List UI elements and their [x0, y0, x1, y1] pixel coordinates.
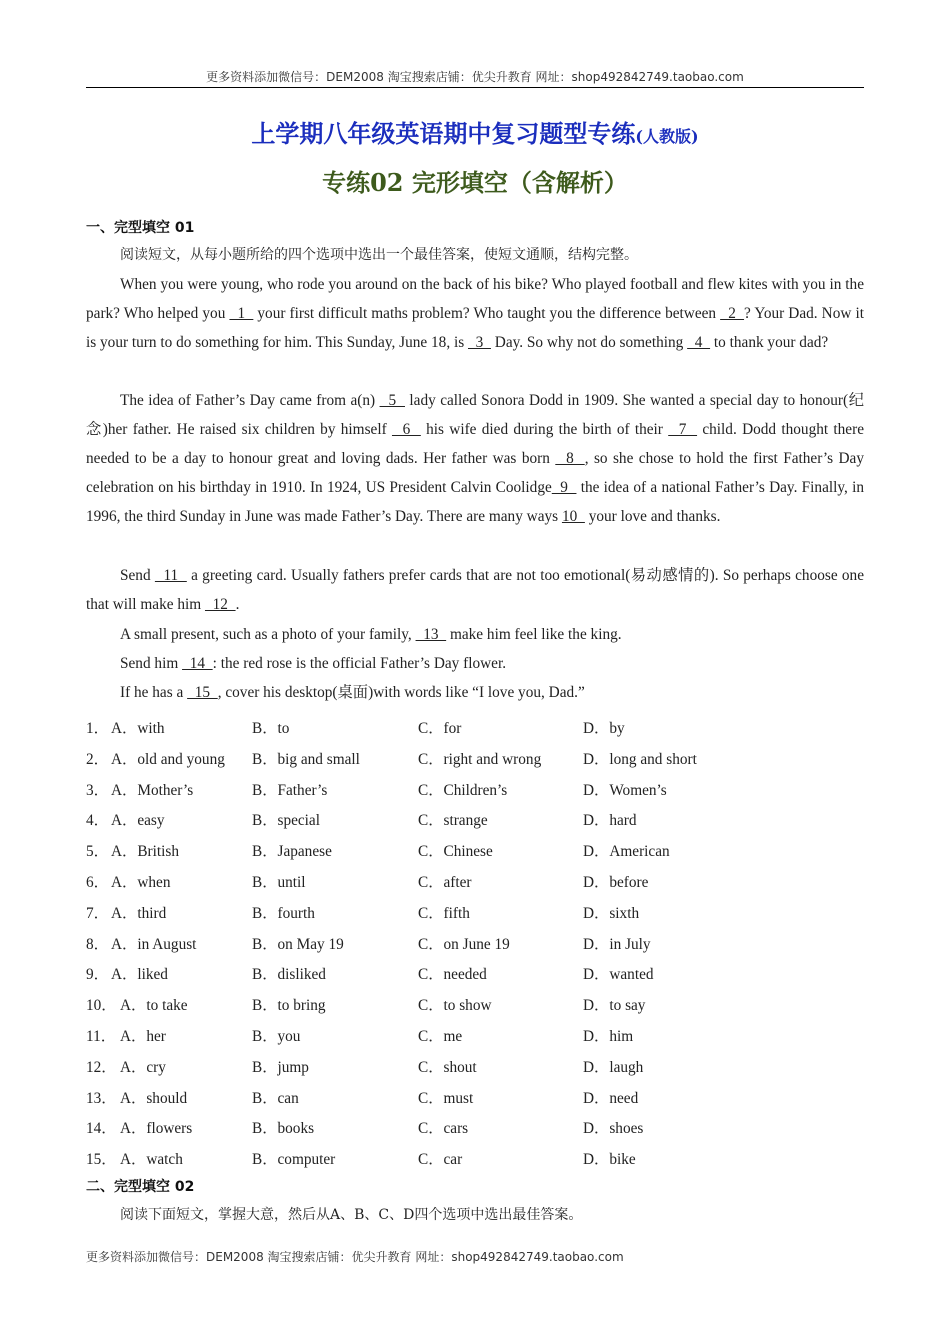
question-number: 10．	[86, 997, 117, 1015]
option-c: C．strange	[418, 812, 488, 830]
option-a: A．with	[111, 720, 165, 737]
option-b: B．to bring	[252, 997, 326, 1015]
option-c: C．shout	[418, 1058, 477, 1076]
passage-text: , so she chose to hold the first Father’s Day celebration on his birthday in 1910. In 1924, US President Calvin Coolidge	[86, 450, 864, 496]
option-b: B．Father’s	[252, 781, 328, 799]
option-c: C．car	[418, 1151, 463, 1169]
question-number: 13．	[86, 1089, 117, 1107]
option-c: C．fifth	[418, 904, 470, 922]
option-c: C．needed	[418, 966, 487, 984]
option-d: D．laugh	[583, 1058, 644, 1076]
question-number: 2．	[86, 750, 109, 768]
section1-instruction: 阅读短文，从每小题所给的四个选项中选出一个最佳答案，使短文通顺，结构完整。	[120, 247, 638, 263]
answer-blank: 14	[182, 655, 213, 672]
document-subtitle: 专练02 完形填空（含解析）	[322, 168, 628, 197]
option-b: B．on May 19	[252, 935, 344, 953]
question-number: 12．	[86, 1058, 117, 1076]
option-d: D．bike	[583, 1151, 636, 1169]
question-row	[86, 993, 864, 1024]
answer-blank: 6	[391, 421, 421, 438]
option-d: D．by	[583, 720, 625, 737]
question-row	[86, 901, 864, 932]
section1-heading: 一、完型填空 01	[86, 220, 195, 236]
question-row	[86, 1147, 864, 1178]
passage-text: : the red rose is the official Father’s Day flower.	[212, 655, 507, 672]
option-a: A．cry	[120, 1058, 166, 1076]
option-c: C．for	[418, 720, 462, 737]
question-row	[86, 932, 864, 963]
answer-blank: 13	[415, 626, 447, 643]
option-b: B．Japanese	[252, 843, 332, 861]
option-b: B．you	[252, 1028, 301, 1045]
question-number: 8．	[86, 935, 109, 953]
question-number: 9．	[86, 966, 109, 984]
header-divider	[86, 87, 864, 88]
option-d: D．need	[583, 1089, 639, 1107]
option-a: A．should	[120, 1089, 188, 1107]
question-row	[86, 962, 864, 993]
passage-text: Send him	[120, 655, 183, 672]
option-c: C．cars	[418, 1120, 469, 1138]
passage-text: , cover his desktop(桌面)with words like “I love you, Dad.”	[217, 684, 585, 701]
question-number: 5．	[86, 843, 109, 861]
answer-blank: 4	[687, 334, 711, 351]
option-d: D．wanted	[583, 966, 654, 984]
option-d: D．long and short	[583, 750, 697, 768]
option-b: B．until	[252, 874, 306, 891]
passage-paragraph-2	[86, 386, 864, 531]
option-b: B．to	[252, 720, 290, 737]
passage-text: If he has a	[120, 684, 188, 701]
question-number: 7．	[86, 904, 109, 922]
option-c: C．after	[418, 874, 472, 891]
question-row	[86, 1024, 864, 1055]
answer-blank: 8	[555, 450, 585, 467]
question-row	[86, 747, 864, 778]
option-d: D．shoes	[583, 1120, 644, 1138]
option-b: B．special	[252, 812, 320, 830]
passage-text: child. Dodd thought there needed to be a day to honour great and loving dads. Her father was born	[86, 421, 864, 467]
option-a: A．flowers	[120, 1120, 193, 1138]
passage-text: his wife died during the birth of their	[420, 421, 669, 438]
option-b: B．computer	[252, 1151, 336, 1169]
option-c: C．right and wrong	[418, 750, 542, 768]
passage-text: make him feel like the king.	[446, 626, 622, 643]
question-row	[86, 1116, 864, 1147]
option-b: B．can	[252, 1089, 299, 1107]
passage-text: to thank your dad?	[710, 334, 829, 351]
option-b: B．jump	[252, 1058, 309, 1076]
question-number: 3．	[86, 781, 109, 799]
answer-blank: 10	[561, 508, 585, 525]
title-main: 上学期八年级英语期中复习题型专练	[251, 119, 636, 148]
option-a: A．watch	[120, 1151, 183, 1169]
answer-blank: 12	[204, 596, 236, 613]
option-c: C．Children’s	[418, 781, 508, 799]
answer-blank: 15	[187, 684, 218, 701]
question-row	[86, 808, 864, 839]
passage-paragraph-3	[86, 561, 864, 619]
question-number: 1．	[86, 720, 109, 737]
option-d: D．sixth	[583, 904, 640, 922]
option-c: C．to show	[418, 997, 492, 1015]
option-d: D．Women’s	[583, 781, 667, 799]
passage-text: your love and thanks.	[584, 508, 721, 525]
option-a: A．in August	[111, 935, 197, 953]
passage-paragraph-4	[86, 620, 864, 649]
answer-blank: 5	[379, 392, 405, 409]
page-header: 更多资料添加微信号：DEM2008 淘宝搜索店铺：优尖升教育 网址：shop492842749.taobao.com	[206, 70, 744, 84]
passage-text: The idea of Father’s Day came from a(n)	[120, 392, 380, 409]
option-c: C．must	[418, 1089, 474, 1107]
passage-text: When you were young, who rode you around on the back of his bike? Who played football and flew kites with you in the park? Who helped you	[86, 276, 864, 322]
question-row	[86, 839, 864, 870]
question-number: 11．	[86, 1028, 117, 1045]
option-b: B．big and small	[252, 750, 360, 768]
option-b: B．fourth	[252, 904, 315, 922]
option-c: C．me	[418, 1028, 463, 1045]
passage-text: the idea of a national Father’s Day. Finally, in 1996, the third Sunday in June was made Father’s Day. There are many ways	[86, 479, 864, 525]
question-row	[86, 716, 864, 747]
option-a: A．third	[111, 904, 167, 922]
option-a: A．Mother’s	[111, 781, 194, 799]
answer-blank: 1	[229, 305, 254, 322]
answer-blank: 11	[154, 567, 187, 584]
answer-blank: 9	[551, 479, 577, 496]
option-a: A．British	[111, 843, 179, 861]
option-a: A．to take	[120, 997, 188, 1015]
passage-text: A small present, such as a photo of your family,	[120, 626, 416, 643]
option-d: D．in July	[583, 935, 651, 953]
title-sub: (人教版)	[635, 127, 699, 146]
option-d: D．him	[583, 1028, 634, 1045]
answer-blank: 7	[668, 421, 698, 438]
option-a: A．liked	[111, 966, 168, 984]
document-title	[86, 114, 864, 149]
passage-text: Day. So why not do something	[490, 334, 688, 351]
passage-paragraph-6	[86, 678, 864, 707]
passage-text: your first difficult maths problem? Who taught you the difference between	[253, 305, 721, 322]
option-c: C．Chinese	[418, 843, 493, 861]
question-number: 6．	[86, 874, 109, 891]
question-row	[86, 1086, 864, 1117]
passage-text: a greeting card. Usually fathers prefer cards that are not too emotional(易动感情的). So perhaps choose one that will make him	[86, 567, 864, 613]
passage-paragraph-1	[86, 270, 864, 357]
passage-text: Send	[120, 567, 155, 584]
page-footer: 更多资料添加微信号：DEM2008 淘宝搜索店铺：优尖升教育 网址：shop492842749.taobao.com	[86, 1250, 624, 1264]
question-row	[86, 778, 864, 809]
question-row	[86, 870, 864, 901]
option-c: C．on June 19	[418, 935, 510, 953]
option-d: D．American	[583, 843, 670, 861]
answer-blank: 3	[468, 334, 491, 351]
option-a: A．when	[111, 874, 171, 891]
passage-text: ? Your Dad. Now it is your turn to do something for him. This Sunday, June 18, is	[86, 305, 864, 351]
section2-heading: 二、完型填空 02	[86, 1179, 195, 1195]
question-number: 4．	[86, 812, 109, 830]
question-number: 15．	[86, 1151, 117, 1169]
passage-text: .	[235, 596, 240, 613]
section2-instruction: 阅读下面短文，掌握大意，然后从A、B、C、D四个选项中选出最佳答案。	[120, 1207, 583, 1223]
option-a: A．old and young	[111, 750, 225, 768]
option-a: A．easy	[111, 812, 165, 830]
answer-blank: 2	[720, 305, 745, 322]
question-row	[86, 1055, 864, 1086]
option-b: B．disliked	[252, 966, 326, 984]
option-a: A．her	[120, 1028, 166, 1045]
option-d: D．hard	[583, 812, 637, 830]
option-d: D．to say	[583, 997, 646, 1015]
passage-paragraph-5	[86, 649, 864, 678]
option-b: B．books	[252, 1120, 315, 1138]
passage-text: lady called Sonora Dodd in 1909. She wanted a special day to honour(纪念)her father. He raised six children by himself	[86, 392, 864, 438]
option-d: D．before	[583, 874, 649, 891]
question-number: 14．	[86, 1120, 117, 1138]
